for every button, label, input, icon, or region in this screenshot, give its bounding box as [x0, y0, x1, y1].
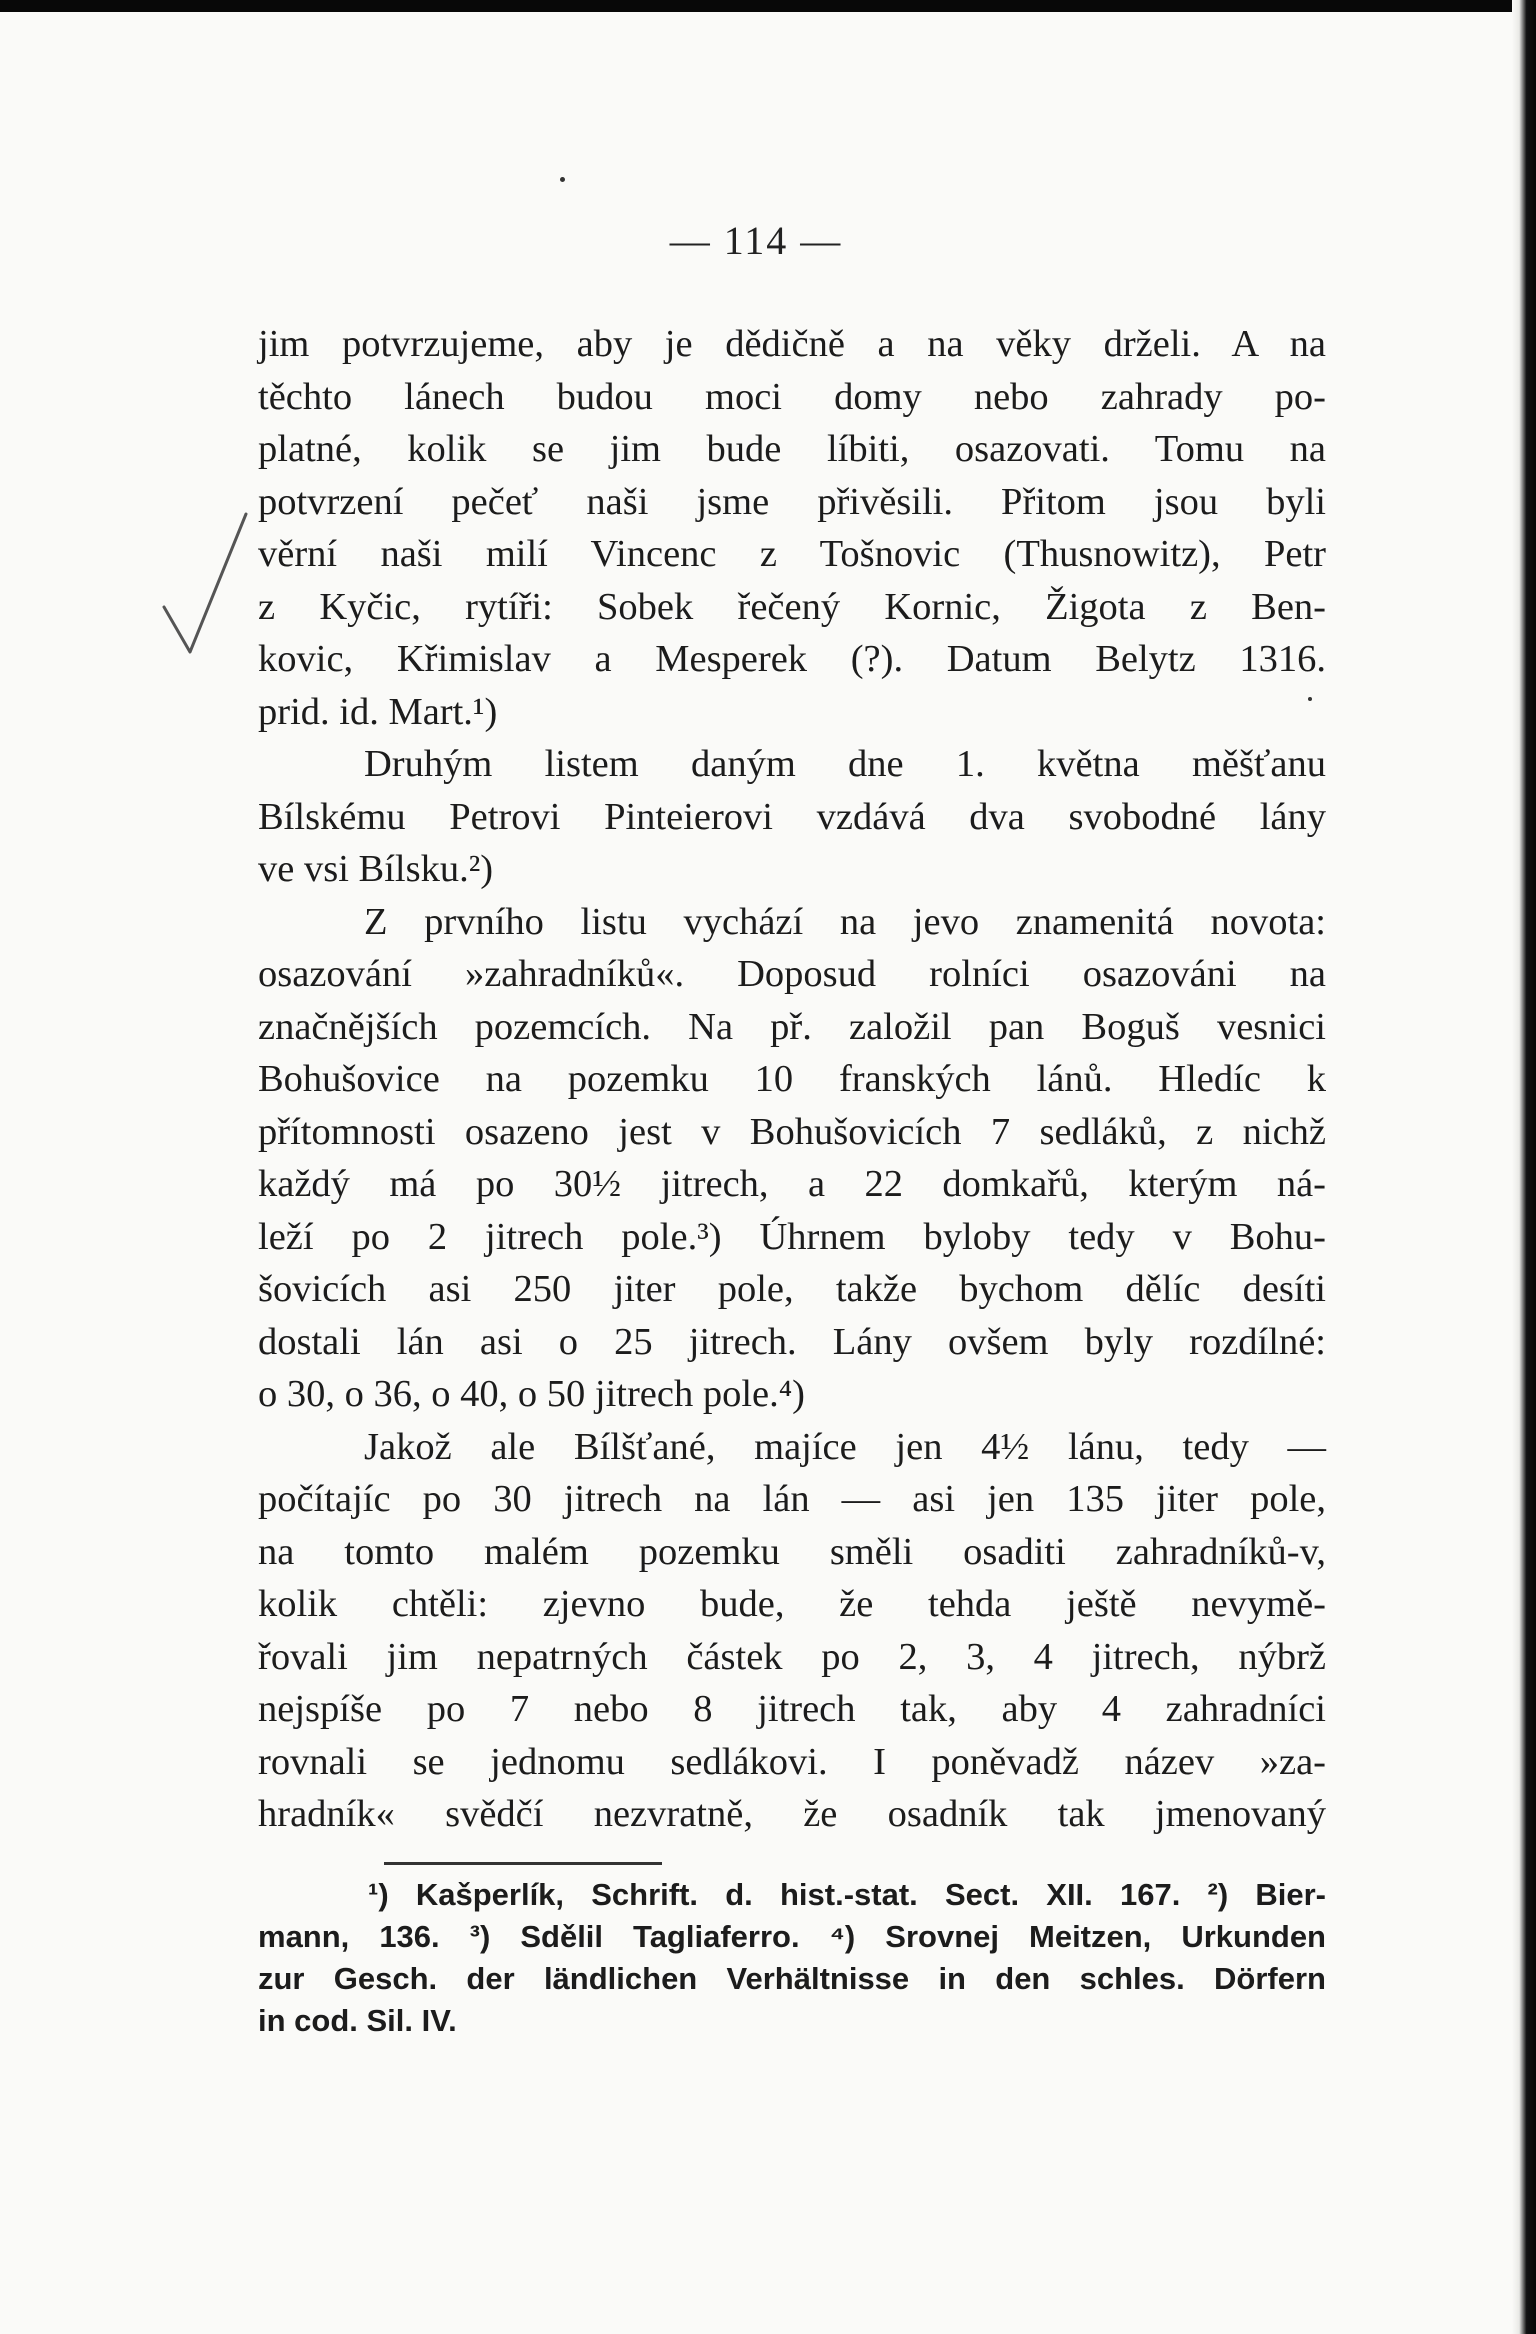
text-line: ve vsi Bílsku.²) [258, 848, 494, 890]
footnotes [258, 1874, 1326, 2042]
handwritten-checkmark [160, 512, 250, 662]
text-line: kolik chtěli: zjevno bude, že tehda ještě nevymě- [258, 1583, 1326, 1625]
footnote-line: ¹) Kašperlík, Schrift. d. hist.-stat. Sect. XII. 167. ²) Bier- [368, 1877, 1326, 1912]
text-line: osazování »zahradníků«. Doposud rolníci osazováni na [258, 953, 1326, 995]
text-line: rovnali se jednomu sedlákovi. I poněvadž název »za- [258, 1740, 1326, 1783]
text-line: leží po 2 jitrech pole.³) Úhrnem byloby tedy v Bohu- [258, 1215, 1326, 1258]
text-line: řovali jim nepatrných částek po 2, 3, 4 jitrech, nýbrž [258, 1635, 1326, 1678]
text-line: platné, kolik se jim bude líbiti, osazovati. Tomu na [258, 428, 1326, 470]
text-line: na tomto malém pozemku směli osaditi zahradníků-v, [258, 1530, 1326, 1573]
page-speck [1308, 697, 1312, 701]
text-line: těchto lánech budou moci domy nebo zahrady po- [258, 375, 1326, 418]
page-edge-shadow [1512, 0, 1536, 2334]
text-line: značnějších pozemcích. Na př. založil pan Boguš vesnici [258, 1005, 1326, 1048]
text-line: potvrzení pečeť naši jsme přivěsili. Přitom jsou byli [258, 480, 1326, 523]
footnote-line: zur Gesch. der ländlichen Verhältnisse in den schles. Dörfern [258, 1961, 1326, 1996]
text-line: každý má po 30½ jitrech, a 22 domkařů, kterým ná- [258, 1163, 1326, 1205]
text-line: z Kyčic, rytíři: Sobek řečený Kornic, Žigota z Ben- [258, 585, 1326, 628]
page-speck [560, 177, 565, 182]
text-line: dostali lán asi o 25 jitrech. Lány ovšem byly rozdílné: [258, 1320, 1326, 1363]
footnote-separator [384, 1862, 662, 1865]
footnote-line: mann, 136. ³) Sdělil Tagliaferro. ⁴) Srovnej Meitzen, Urkunden [258, 1919, 1326, 1954]
text-line: přítomnosti osazeno jest v Bohušovicích 7 sedláků, z nichž [258, 1110, 1326, 1153]
text-line: hradník« svědčí nezvratně, že osadník tak jmenovaný [258, 1793, 1326, 1835]
text-line: počítajíc po 30 jitrech na lán — asi jen 135 jiter pole, [258, 1478, 1326, 1520]
text-line: o 30, o 36, o 40, o 50 jitrech pole.⁴) [258, 1373, 805, 1415]
book-page [0, 12, 1512, 2334]
footnote-line: in cod. Sil. IV. [258, 2003, 457, 2038]
text-line: Druhým listem daným dne 1. května měšťanu [364, 743, 1326, 785]
main-text-body [258, 318, 1326, 1841]
text-line: Jakož ale Bílšťané, majíce jen 4½ lánu, tedy — [364, 1425, 1326, 1468]
page-number: — 114 — [669, 218, 843, 263]
text-line: jim potvrzujeme, aby je dědičně a na věky drželi. A na [258, 323, 1326, 365]
text-line: Bílskému Petrovi Pinteierovi vzdává dva svobodné lány [258, 795, 1326, 838]
text-line: věrní naši milí Vincenc z Tošnovic (Thusnowitz), Petr [258, 533, 1326, 575]
text-line: prid. id. Mart.¹) [258, 690, 498, 733]
text-line: Bohušovice na pozemku 10 franských lánů. Hledíc k [258, 1058, 1326, 1100]
text-line: šovicích asi 250 jiter pole, takže bychom dělíc desíti [258, 1268, 1326, 1310]
text-line: kovic, Křimislav a Mesperek (?). Datum Belytz 1316. [258, 638, 1326, 680]
text-line: nejspíše po 7 nebo 8 jitrech tak, aby 4 zahradníci [258, 1688, 1326, 1730]
text-line: Z prvního listu vychází na jevo znamenitá novota: [364, 900, 1326, 943]
